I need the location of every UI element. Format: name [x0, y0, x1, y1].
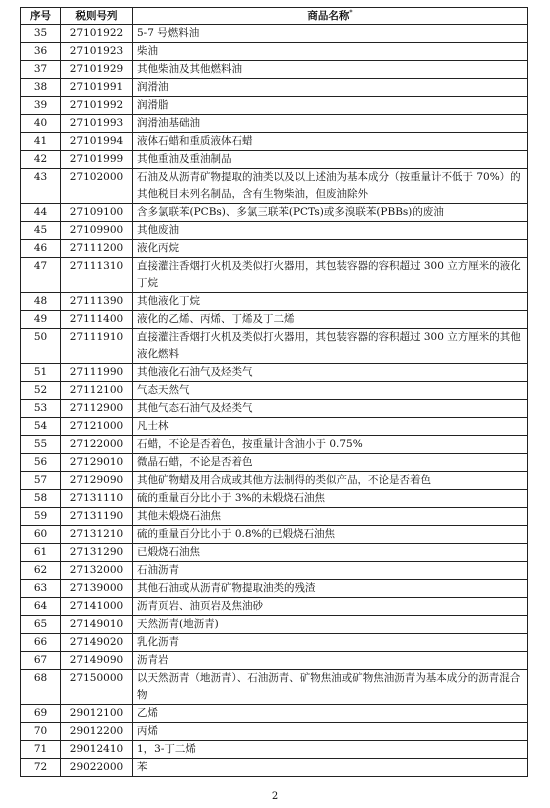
header-name — [133, 8, 528, 25]
row-tariff-code: 29012100 — [61, 705, 133, 723]
row-product-name: 丙烯 — [133, 723, 528, 741]
row-product-name: 其他石油或从沥青矿物提取油类的残渣 — [133, 580, 528, 598]
row-seq: 57 — [21, 472, 61, 490]
row-tariff-code: 27139000 — [61, 580, 133, 598]
row-tariff-code: 27101992 — [61, 97, 133, 115]
row-product-name: 微晶石蜡，不论是否着色 — [133, 454, 528, 472]
table-row — [21, 258, 528, 293]
row-seq: 54 — [21, 418, 61, 436]
row-product-name: 沥青岩 — [133, 652, 528, 670]
table-row — [21, 490, 528, 508]
row-tariff-code: 27111390 — [61, 293, 133, 311]
row-seq: 72 — [21, 759, 61, 777]
row-seq: 62 — [21, 562, 61, 580]
table-row — [21, 400, 528, 418]
table-row — [21, 25, 528, 43]
row-tariff-code: 27111310 — [61, 258, 133, 293]
row-product-name: 气态天然气 — [133, 382, 528, 400]
row-seq: 59 — [21, 508, 61, 526]
row-seq: 70 — [21, 723, 61, 741]
row-seq: 44 — [21, 204, 61, 222]
row-seq: 60 — [21, 526, 61, 544]
row-seq: 41 — [21, 133, 61, 151]
table-row — [21, 472, 528, 490]
row-seq: 52 — [21, 382, 61, 400]
row-seq: 49 — [21, 311, 61, 329]
table-header-row — [21, 8, 528, 25]
row-product-name: 乙烯 — [133, 705, 528, 723]
row-tariff-code: 27131110 — [61, 490, 133, 508]
row-seq: 51 — [21, 364, 61, 382]
row-tariff-code: 27122000 — [61, 436, 133, 454]
row-product-name: 已煅烧石油焦 — [133, 544, 528, 562]
row-tariff-code: 29012410 — [61, 741, 133, 759]
table-row — [21, 240, 528, 258]
row-product-name: 其他矿物蜡及用合成或其他方法制得的类似产品，不论是否着色 — [133, 472, 528, 490]
table-row — [21, 598, 528, 616]
page-number: 2 — [271, 791, 279, 802]
row-tariff-code: 27149020 — [61, 634, 133, 652]
header-name-note: * — [349, 9, 353, 17]
table-row — [21, 79, 528, 97]
row-tariff-code: 27111910 — [61, 329, 133, 364]
row-product-name: 其他气态石油气及烃类气 — [133, 400, 528, 418]
table-row — [21, 670, 528, 705]
row-product-name: 液化的乙烯、丙烯、丁烯及丁二烯 — [133, 311, 528, 329]
row-product-name: 其他液化石油气及烃类气 — [133, 364, 528, 382]
row-seq: 37 — [21, 61, 61, 79]
row-product-name: 5-7 号燃料油 — [133, 25, 528, 43]
table-row — [21, 364, 528, 382]
row-tariff-code: 27101991 — [61, 79, 133, 97]
table-row — [21, 705, 528, 723]
row-tariff-code: 29012200 — [61, 723, 133, 741]
table-row — [21, 634, 528, 652]
row-tariff-code: 27131210 — [61, 526, 133, 544]
row-product-name: 1，3-丁二烯 — [133, 741, 528, 759]
row-tariff-code: 27101922 — [61, 25, 133, 43]
row-tariff-code: 27101929 — [61, 61, 133, 79]
table-row — [21, 43, 528, 61]
table-row — [21, 329, 528, 364]
table-row — [21, 616, 528, 634]
row-product-name: 石油沥青 — [133, 562, 528, 580]
table-row — [21, 436, 528, 454]
table-row — [21, 508, 528, 526]
row-tariff-code: 27101923 — [61, 43, 133, 61]
row-seq: 45 — [21, 222, 61, 240]
table-row — [21, 562, 528, 580]
table-row — [21, 204, 528, 222]
table-row — [21, 115, 528, 133]
table-row — [21, 759, 528, 777]
row-tariff-code: 29022000 — [61, 759, 133, 777]
row-seq: 67 — [21, 652, 61, 670]
row-product-name: 柴油 — [133, 43, 528, 61]
row-product-name: 液化丙烷 — [133, 240, 528, 258]
table-row — [21, 454, 528, 472]
row-seq: 65 — [21, 616, 61, 634]
row-seq: 58 — [21, 490, 61, 508]
row-tariff-code: 27141000 — [61, 598, 133, 616]
row-seq: 40 — [21, 115, 61, 133]
table-row — [21, 293, 528, 311]
row-product-name: 乳化沥青 — [133, 634, 528, 652]
row-seq: 69 — [21, 705, 61, 723]
row-tariff-code: 27109900 — [61, 222, 133, 240]
row-seq: 50 — [21, 329, 61, 364]
row-seq: 48 — [21, 293, 61, 311]
row-tariff-code: 27149010 — [61, 616, 133, 634]
row-product-name: 天然沥青(地沥青) — [133, 616, 528, 634]
row-tariff-code: 27101994 — [61, 133, 133, 151]
row-tariff-code: 27111990 — [61, 364, 133, 382]
row-tariff-code: 27131290 — [61, 544, 133, 562]
row-tariff-code: 27111400 — [61, 311, 133, 329]
header-name-label: 商品名称 — [307, 10, 350, 22]
row-product-name: 其他液化丁烷 — [133, 293, 528, 311]
table-row — [21, 526, 528, 544]
table-row — [21, 61, 528, 79]
row-seq: 68 — [21, 670, 61, 705]
row-tariff-code: 27129010 — [61, 454, 133, 472]
row-seq: 53 — [21, 400, 61, 418]
row-tariff-code: 27101993 — [61, 115, 133, 133]
row-product-name: 润滑脂 — [133, 97, 528, 115]
row-seq: 36 — [21, 43, 61, 61]
row-seq: 66 — [21, 634, 61, 652]
row-tariff-code: 27109100 — [61, 204, 133, 222]
row-seq: 43 — [21, 169, 61, 204]
row-tariff-code: 27101999 — [61, 151, 133, 169]
row-tariff-code: 27149090 — [61, 652, 133, 670]
row-product-name: 直接灌注香烟打火机及类似打火器用，其包装容器的容积超过 300 立方厘米的其他液化燃料 — [133, 329, 528, 364]
row-product-name: 石蜡，不论是否着色，按重量计含油小于 0.75% — [133, 436, 528, 454]
row-seq: 39 — [21, 97, 61, 115]
row-product-name: 其他重油及重油制品 — [133, 151, 528, 169]
row-product-name: 其他废油 — [133, 222, 528, 240]
row-seq: 47 — [21, 258, 61, 293]
row-seq: 42 — [21, 151, 61, 169]
table-row — [21, 418, 528, 436]
row-product-name: 润滑油 — [133, 79, 528, 97]
tariff-table — [20, 7, 528, 777]
row-seq: 61 — [21, 544, 61, 562]
row-tariff-code: 27112100 — [61, 382, 133, 400]
row-product-name: 液体石蜡和重质液体石蜡 — [133, 133, 528, 151]
table-row — [21, 169, 528, 204]
row-product-name: 其他柴油及其他燃料油 — [133, 61, 528, 79]
row-product-name: 其他未煅烧石油焦 — [133, 508, 528, 526]
row-seq: 35 — [21, 25, 61, 43]
row-tariff-code: 27132000 — [61, 562, 133, 580]
row-product-name: 润滑油基础油 — [133, 115, 528, 133]
row-seq: 56 — [21, 454, 61, 472]
row-tariff-code: 27112900 — [61, 400, 133, 418]
table-row — [21, 580, 528, 598]
row-product-name: 硫的重量百分比小于 0.8%的已煅烧石油焦 — [133, 526, 528, 544]
row-seq: 38 — [21, 79, 61, 97]
row-product-name: 以天然沥青（地沥青）、石油沥青、矿物焦油或矿物焦油沥青为基本成分的沥青混合物 — [133, 670, 528, 705]
row-product-name: 含多氯联苯(PCBs)、多氯三联苯(PCTs)或多溴联苯(PBBs)的废油 — [133, 204, 528, 222]
table-row — [21, 382, 528, 400]
row-tariff-code: 27131190 — [61, 508, 133, 526]
row-seq: 71 — [21, 741, 61, 759]
row-tariff-code: 27150000 — [61, 670, 133, 705]
row-product-name: 硫的重量百分比小于 3%的未煅烧石油焦 — [133, 490, 528, 508]
table-row — [21, 97, 528, 115]
table-row — [21, 723, 528, 741]
row-product-name: 直接灌注香烟打火机及类似打火器用，其包装容器的容积超过 300 立方厘米的液化丁烷 — [133, 258, 528, 293]
table-row — [21, 222, 528, 240]
row-product-name: 沥青页岩、油页岩及焦油砂 — [133, 598, 528, 616]
header-code: 税则号列 — [61, 8, 133, 25]
row-product-name: 凡士林 — [133, 418, 528, 436]
row-seq: 63 — [21, 580, 61, 598]
table-row — [21, 741, 528, 759]
row-tariff-code: 27121000 — [61, 418, 133, 436]
row-product-name: 苯 — [133, 759, 528, 777]
table-row — [21, 652, 528, 670]
header-seq: 序号 — [21, 8, 61, 25]
row-seq: 64 — [21, 598, 61, 616]
row-product-name: 石油及从沥青矿物提取的油类以及以上述油为基本成分（按重量计不低于 70%）的其他税目未列名制品，含有生物柴油，但废油除外 — [133, 169, 528, 204]
row-tariff-code: 27102000 — [61, 169, 133, 204]
table-row — [21, 133, 528, 151]
table-row — [21, 311, 528, 329]
row-seq: 55 — [21, 436, 61, 454]
row-seq: 46 — [21, 240, 61, 258]
table-row — [21, 151, 528, 169]
table-row — [21, 544, 528, 562]
row-tariff-code: 27111200 — [61, 240, 133, 258]
row-tariff-code: 27129090 — [61, 472, 133, 490]
